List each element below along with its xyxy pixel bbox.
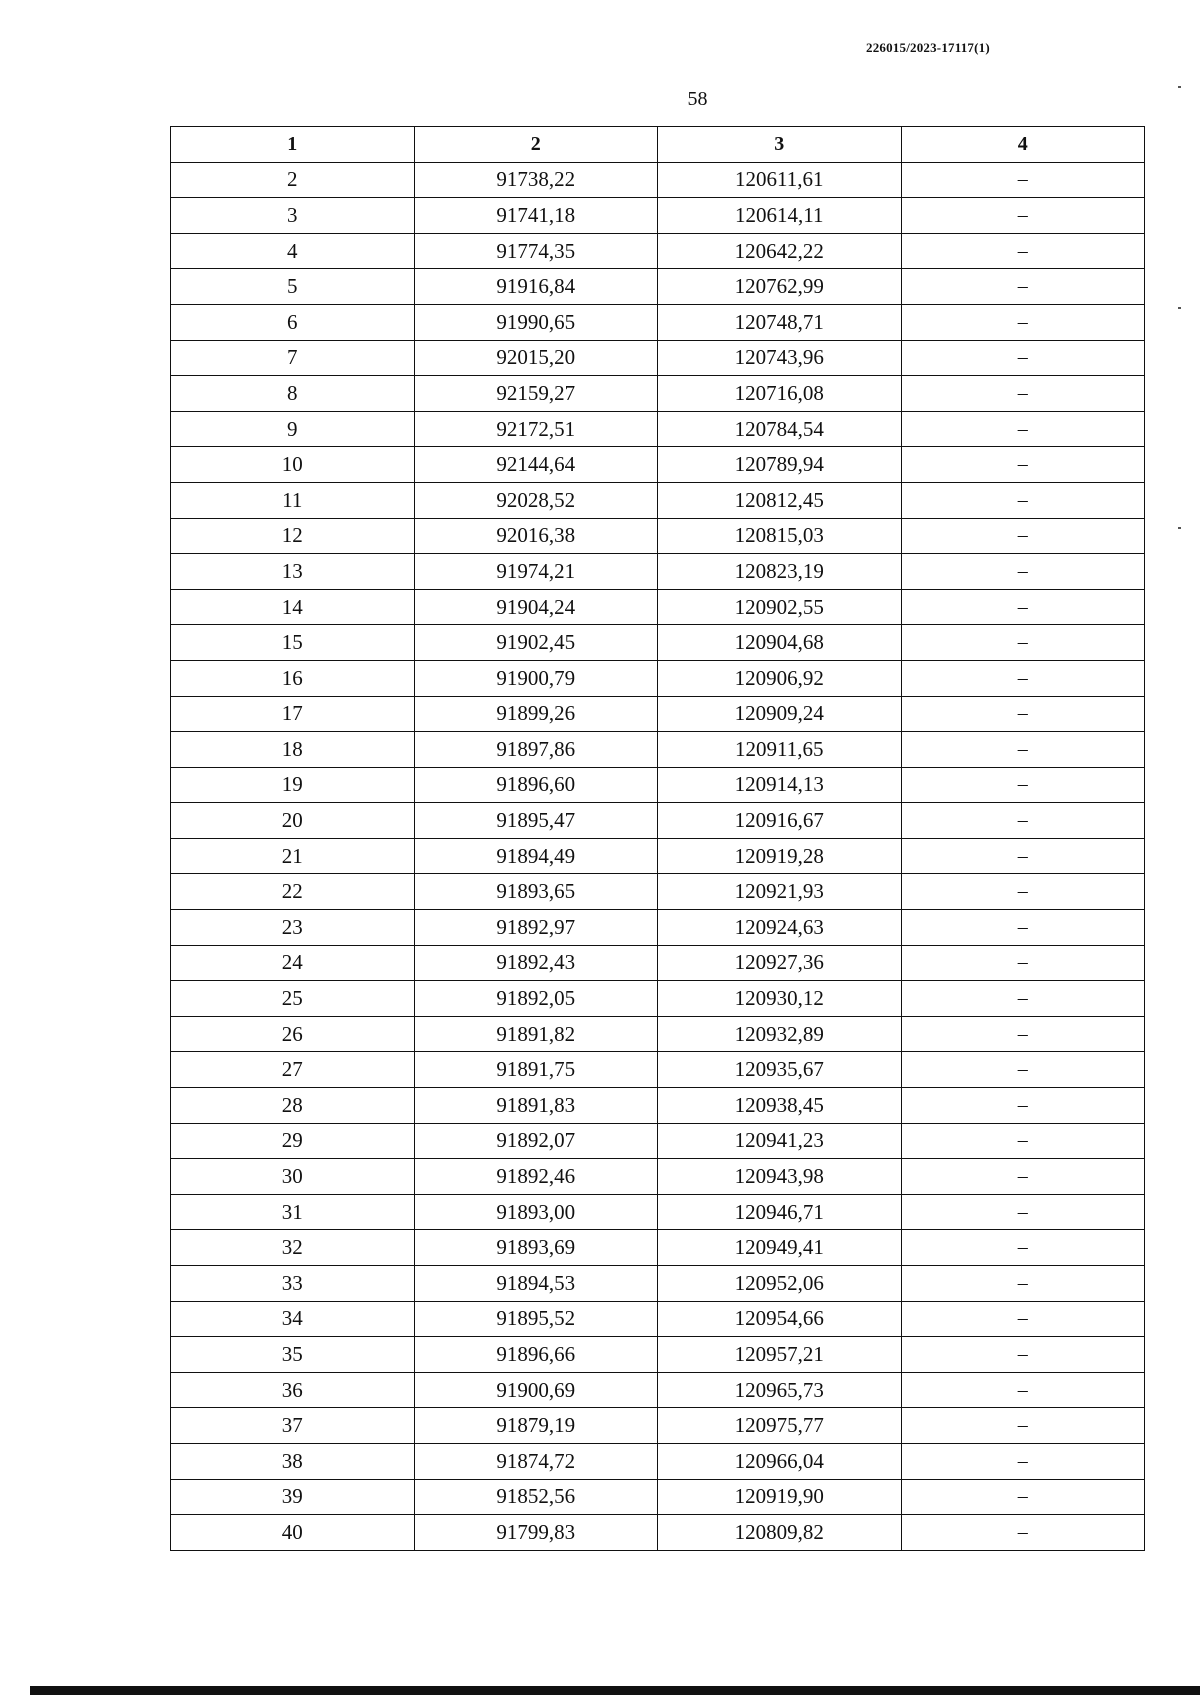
x-coordinate-cell: 91892,05 <box>414 981 658 1017</box>
note-cell: – <box>901 1159 1145 1195</box>
point-number-cell: 28 <box>171 1088 415 1124</box>
coordinates-table <box>170 126 1145 1551</box>
x-coordinate-cell: 91893,69 <box>414 1230 658 1266</box>
table-row <box>171 482 1145 518</box>
x-coordinate-cell: 91900,79 <box>414 660 658 696</box>
table-row <box>171 910 1145 946</box>
y-coordinate-cell: 120611,61 <box>658 162 902 198</box>
x-coordinate-cell: 91891,82 <box>414 1016 658 1052</box>
header-row <box>171 127 1145 163</box>
x-coordinate-cell: 92028,52 <box>414 482 658 518</box>
note-cell: – <box>901 1088 1145 1124</box>
x-coordinate-cell: 92172,51 <box>414 411 658 447</box>
y-coordinate-cell: 120823,19 <box>658 554 902 590</box>
table-row <box>171 554 1145 590</box>
y-coordinate-cell: 120965,73 <box>658 1372 902 1408</box>
table-row <box>171 233 1145 269</box>
table-row <box>171 1194 1145 1230</box>
note-cell: – <box>901 1372 1145 1408</box>
column-header-4: 4 <box>901 127 1145 163</box>
point-number-cell: 15 <box>171 625 415 661</box>
point-number-cell: 20 <box>171 803 415 839</box>
column-header-3: 3 <box>658 127 902 163</box>
table-row <box>171 1443 1145 1479</box>
point-number-cell: 39 <box>171 1479 415 1515</box>
note-cell: – <box>901 1301 1145 1337</box>
note-cell: – <box>901 233 1145 269</box>
x-coordinate-cell: 92015,20 <box>414 340 658 376</box>
y-coordinate-cell: 120911,65 <box>658 732 902 768</box>
y-coordinate-cell: 120921,93 <box>658 874 902 910</box>
table-row <box>171 1016 1145 1052</box>
point-number-cell: 24 <box>171 945 415 981</box>
x-coordinate-cell: 91904,24 <box>414 589 658 625</box>
x-coordinate-cell: 91974,21 <box>414 554 658 590</box>
x-coordinate-cell: 91874,72 <box>414 1443 658 1479</box>
table-row <box>171 945 1145 981</box>
coordinates-table-container <box>170 126 1145 1551</box>
bottom-border-line <box>30 1686 1200 1695</box>
x-coordinate-cell: 91879,19 <box>414 1408 658 1444</box>
point-number-cell: 3 <box>171 198 415 234</box>
note-cell: – <box>901 518 1145 554</box>
y-coordinate-cell: 120943,98 <box>658 1159 902 1195</box>
y-coordinate-cell: 120975,77 <box>658 1408 902 1444</box>
table-body <box>171 162 1145 1550</box>
point-number-cell: 18 <box>171 732 415 768</box>
y-coordinate-cell: 120927,36 <box>658 945 902 981</box>
point-number-cell: 9 <box>171 411 415 447</box>
table-row <box>171 1088 1145 1124</box>
x-coordinate-cell: 91893,00 <box>414 1194 658 1230</box>
x-coordinate-cell: 91900,69 <box>414 1372 658 1408</box>
table-row <box>171 1515 1145 1551</box>
x-coordinate-cell: 91893,65 <box>414 874 658 910</box>
table-row <box>171 838 1145 874</box>
table-row <box>171 1123 1145 1159</box>
x-coordinate-cell: 91896,66 <box>414 1337 658 1373</box>
x-coordinate-cell: 92016,38 <box>414 518 658 554</box>
point-number-cell: 36 <box>171 1372 415 1408</box>
x-coordinate-cell: 91892,46 <box>414 1159 658 1195</box>
table-row <box>171 1301 1145 1337</box>
point-number-cell: 2 <box>171 162 415 198</box>
note-cell: – <box>901 554 1145 590</box>
table-row <box>171 518 1145 554</box>
note-cell: – <box>901 340 1145 376</box>
note-cell: – <box>901 304 1145 340</box>
point-number-cell: 4 <box>171 233 415 269</box>
table-row <box>171 625 1145 661</box>
y-coordinate-cell: 120914,13 <box>658 767 902 803</box>
note-cell: – <box>901 660 1145 696</box>
point-number-cell: 31 <box>171 1194 415 1230</box>
document-id: 226015/2023-17117(1) <box>866 40 990 55</box>
x-coordinate-cell: 91895,47 <box>414 803 658 839</box>
column-header-1: 1 <box>171 127 415 163</box>
x-coordinate-cell: 91894,53 <box>414 1266 658 1302</box>
y-coordinate-cell: 120946,71 <box>658 1194 902 1230</box>
point-number-cell: 32 <box>171 1230 415 1266</box>
x-coordinate-cell: 91916,84 <box>414 269 658 305</box>
note-cell: – <box>901 1408 1145 1444</box>
point-number-cell: 22 <box>171 874 415 910</box>
table-row <box>171 1479 1145 1515</box>
x-coordinate-cell: 91774,35 <box>414 233 658 269</box>
y-coordinate-cell: 120949,41 <box>658 1230 902 1266</box>
y-coordinate-cell: 120743,96 <box>658 340 902 376</box>
table-row <box>171 1159 1145 1195</box>
y-coordinate-cell: 120938,45 <box>658 1088 902 1124</box>
point-number-cell: 23 <box>171 910 415 946</box>
note-cell: – <box>901 1515 1145 1551</box>
y-coordinate-cell: 120935,67 <box>658 1052 902 1088</box>
note-cell: – <box>901 625 1145 661</box>
point-number-cell: 17 <box>171 696 415 732</box>
y-coordinate-cell: 120902,55 <box>658 589 902 625</box>
x-coordinate-cell: 91895,52 <box>414 1301 658 1337</box>
point-number-cell: 40 <box>171 1515 415 1551</box>
y-coordinate-cell: 120930,12 <box>658 981 902 1017</box>
note-cell: – <box>901 447 1145 483</box>
table-row <box>171 1337 1145 1373</box>
note-cell: – <box>901 1194 1145 1230</box>
x-coordinate-cell: 91891,83 <box>414 1088 658 1124</box>
y-coordinate-cell: 120762,99 <box>658 269 902 305</box>
y-coordinate-cell: 120614,11 <box>658 198 902 234</box>
point-number-cell: 38 <box>171 1443 415 1479</box>
x-coordinate-cell: 91894,49 <box>414 838 658 874</box>
table-row <box>171 981 1145 1017</box>
point-number-cell: 10 <box>171 447 415 483</box>
table-row <box>171 340 1145 376</box>
note-cell: – <box>901 1266 1145 1302</box>
point-number-cell: 35 <box>171 1337 415 1373</box>
y-coordinate-cell: 120919,90 <box>658 1479 902 1515</box>
table-row <box>171 1230 1145 1266</box>
scan-mark <box>1178 307 1181 309</box>
note-cell: – <box>901 1443 1145 1479</box>
note-cell: – <box>901 803 1145 839</box>
y-coordinate-cell: 120954,66 <box>658 1301 902 1337</box>
x-coordinate-cell: 91852,56 <box>414 1479 658 1515</box>
x-coordinate-cell: 91899,26 <box>414 696 658 732</box>
table-row <box>171 376 1145 412</box>
note-cell: – <box>901 198 1145 234</box>
point-number-cell: 14 <box>171 589 415 625</box>
note-cell: – <box>901 269 1145 305</box>
table-row <box>171 1372 1145 1408</box>
y-coordinate-cell: 120909,24 <box>658 696 902 732</box>
y-coordinate-cell: 120966,04 <box>658 1443 902 1479</box>
note-cell: – <box>901 1230 1145 1266</box>
y-coordinate-cell: 120952,06 <box>658 1266 902 1302</box>
note-cell: – <box>901 981 1145 1017</box>
y-coordinate-cell: 120916,67 <box>658 803 902 839</box>
y-coordinate-cell: 120904,68 <box>658 625 902 661</box>
note-cell: – <box>901 1337 1145 1373</box>
x-coordinate-cell: 91892,97 <box>414 910 658 946</box>
note-cell: – <box>901 767 1145 803</box>
note-cell: – <box>901 838 1145 874</box>
y-coordinate-cell: 120809,82 <box>658 1515 902 1551</box>
note-cell: – <box>901 482 1145 518</box>
x-coordinate-cell: 91990,65 <box>414 304 658 340</box>
x-coordinate-cell: 92144,64 <box>414 447 658 483</box>
y-coordinate-cell: 120815,03 <box>658 518 902 554</box>
point-number-cell: 25 <box>171 981 415 1017</box>
y-coordinate-cell: 120642,22 <box>658 233 902 269</box>
point-number-cell: 21 <box>171 838 415 874</box>
point-number-cell: 26 <box>171 1016 415 1052</box>
point-number-cell: 6 <box>171 304 415 340</box>
table-row <box>171 411 1145 447</box>
y-coordinate-cell: 120957,21 <box>658 1337 902 1373</box>
y-coordinate-cell: 120748,71 <box>658 304 902 340</box>
point-number-cell: 34 <box>171 1301 415 1337</box>
point-number-cell: 13 <box>171 554 415 590</box>
y-coordinate-cell: 120924,63 <box>658 910 902 946</box>
y-coordinate-cell: 120932,89 <box>658 1016 902 1052</box>
table-row <box>171 198 1145 234</box>
note-cell: – <box>901 696 1145 732</box>
note-cell: – <box>901 874 1145 910</box>
scan-mark <box>1178 86 1181 88</box>
x-coordinate-cell: 91892,43 <box>414 945 658 981</box>
note-cell: – <box>901 411 1145 447</box>
note-cell: – <box>901 945 1145 981</box>
y-coordinate-cell: 120716,08 <box>658 376 902 412</box>
point-number-cell: 19 <box>171 767 415 803</box>
x-coordinate-cell: 91799,83 <box>414 1515 658 1551</box>
note-cell: – <box>901 1016 1145 1052</box>
x-coordinate-cell: 91891,75 <box>414 1052 658 1088</box>
scan-mark <box>1178 527 1181 529</box>
y-coordinate-cell: 120784,54 <box>658 411 902 447</box>
x-coordinate-cell: 91897,86 <box>414 732 658 768</box>
y-coordinate-cell: 120789,94 <box>658 447 902 483</box>
note-cell: – <box>901 162 1145 198</box>
table-row <box>171 874 1145 910</box>
table-row <box>171 732 1145 768</box>
note-cell: – <box>901 910 1145 946</box>
table-row <box>171 1408 1145 1444</box>
table-row <box>171 162 1145 198</box>
table-row <box>171 269 1145 305</box>
point-number-cell: 33 <box>171 1266 415 1302</box>
point-number-cell: 37 <box>171 1408 415 1444</box>
point-number-cell: 27 <box>171 1052 415 1088</box>
x-coordinate-cell: 91738,22 <box>414 162 658 198</box>
y-coordinate-cell: 120812,45 <box>658 482 902 518</box>
point-number-cell: 7 <box>171 340 415 376</box>
y-coordinate-cell: 120919,28 <box>658 838 902 874</box>
point-number-cell: 5 <box>171 269 415 305</box>
note-cell: – <box>901 1052 1145 1088</box>
y-coordinate-cell: 120941,23 <box>658 1123 902 1159</box>
note-cell: – <box>901 1479 1145 1515</box>
note-cell: – <box>901 1123 1145 1159</box>
table-row <box>171 1052 1145 1088</box>
table-row <box>171 304 1145 340</box>
note-cell: – <box>901 589 1145 625</box>
y-coordinate-cell: 120906,92 <box>658 660 902 696</box>
table-header <box>171 127 1145 163</box>
column-header-2: 2 <box>414 127 658 163</box>
page-number: 58 <box>687 88 708 110</box>
note-cell: – <box>901 732 1145 768</box>
note-cell: – <box>901 376 1145 412</box>
point-number-cell: 12 <box>171 518 415 554</box>
x-coordinate-cell: 91741,18 <box>414 198 658 234</box>
x-coordinate-cell: 91896,60 <box>414 767 658 803</box>
table-row <box>171 767 1145 803</box>
point-number-cell: 8 <box>171 376 415 412</box>
point-number-cell: 30 <box>171 1159 415 1195</box>
x-coordinate-cell: 91902,45 <box>414 625 658 661</box>
x-coordinate-cell: 92159,27 <box>414 376 658 412</box>
point-number-cell: 29 <box>171 1123 415 1159</box>
point-number-cell: 16 <box>171 660 415 696</box>
table-row <box>171 803 1145 839</box>
x-coordinate-cell: 91892,07 <box>414 1123 658 1159</box>
table-row <box>171 696 1145 732</box>
table-row <box>171 447 1145 483</box>
table-row <box>171 589 1145 625</box>
point-number-cell: 11 <box>171 482 415 518</box>
table-row <box>171 1266 1145 1302</box>
table-row <box>171 660 1145 696</box>
